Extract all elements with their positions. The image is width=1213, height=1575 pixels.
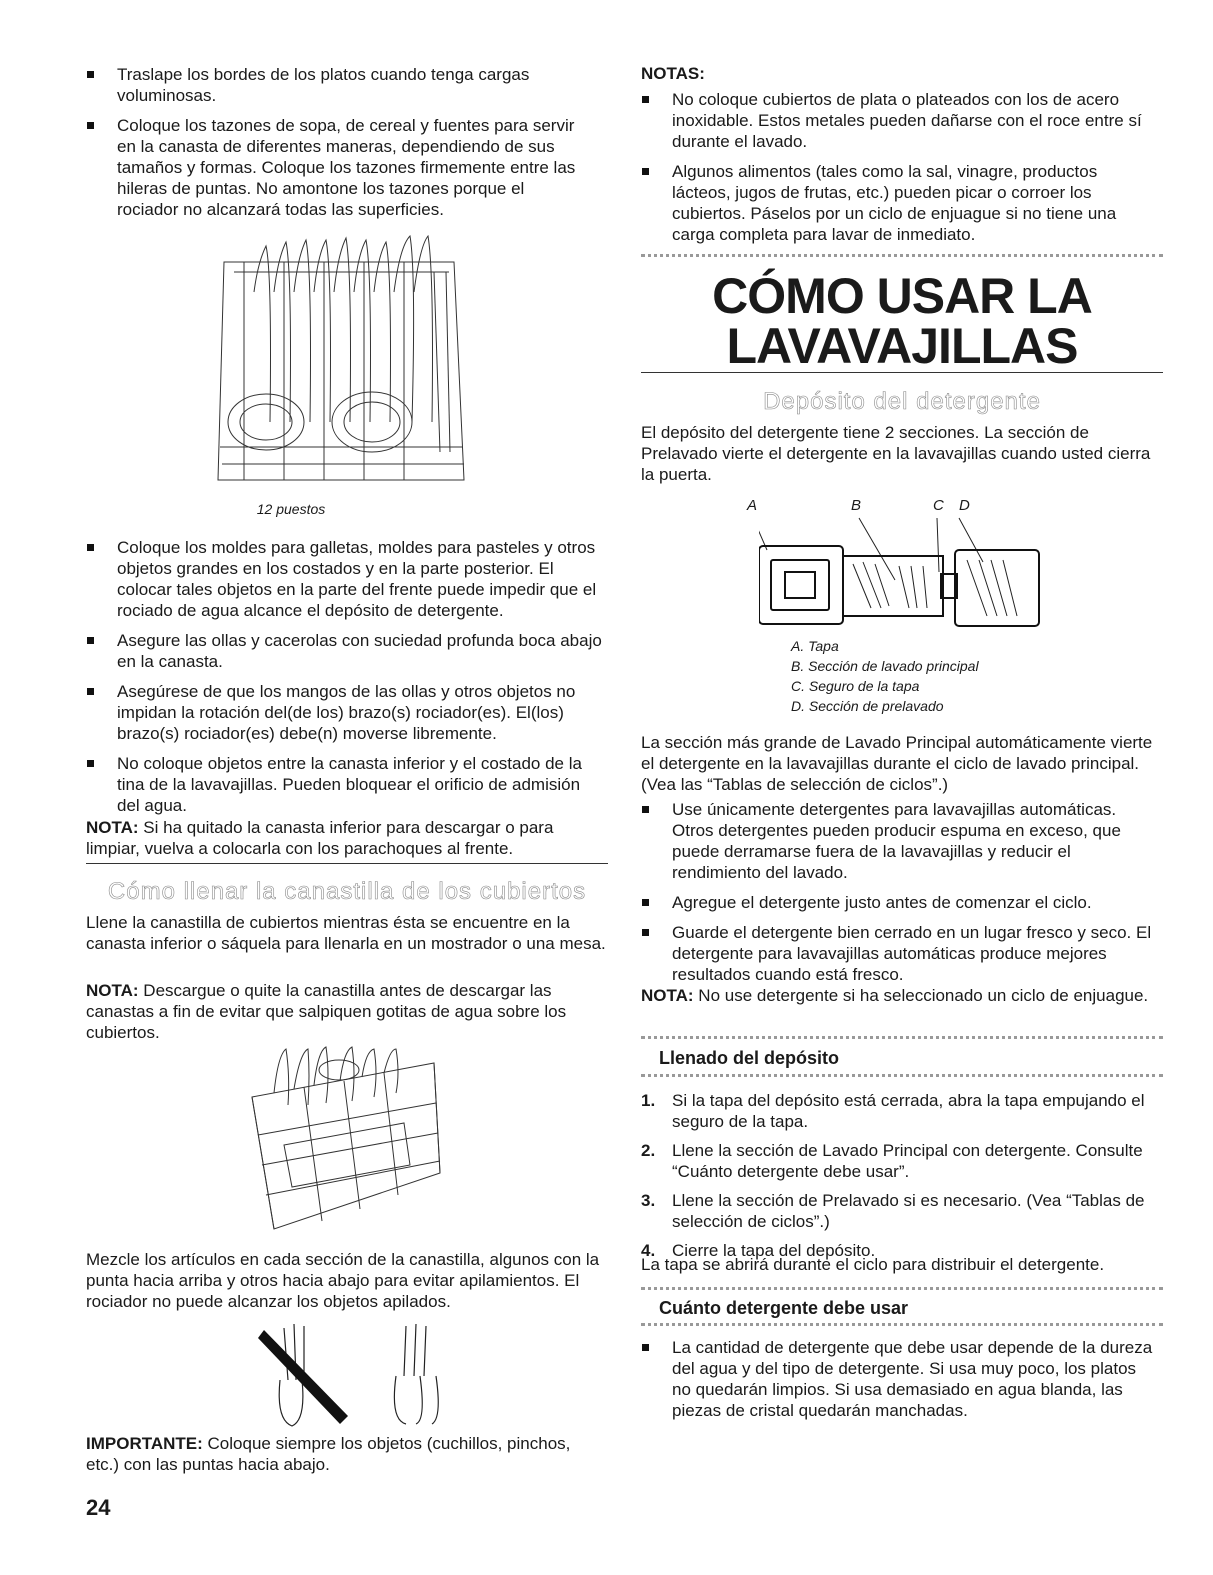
legend-item-b: B. Sección de lavado principal: [791, 658, 979, 674]
rack-caption: 12 puestos: [256, 501, 326, 517]
utensil-orientation-illustration: [256, 1320, 456, 1430]
nota-label: NOTA:: [641, 986, 694, 1005]
importante-text: Coloque siempre los objetos (cuchillos, pinchos, etc.) con las puntas hacia abajo.: [86, 1434, 571, 1474]
step-number: 2.: [641, 1141, 656, 1160]
page-title-line-2: LAVAVAJILLAS: [726, 318, 1078, 374]
legend-item-a: A. Tapa: [791, 638, 839, 654]
main-wash-paragraph: La sección más grande de Lavado Principal automáticamente vierte el detergente en la lavavajillas durante el ciclo de lavado principal. (Vea las “Tablas de selección de ciclos”.): [641, 733, 1153, 794]
dotted-divider: [641, 1323, 1163, 1326]
list-item: Agregue el detergente justo antes de comenzar el ciclo.: [641, 892, 1157, 913]
cuanto-list: [641, 1337, 1157, 1421]
subsection-heading: Depósito del detergente: [763, 388, 1041, 415]
step-text: Llene la sección de Lavado Principal con detergente. Consulte “Cuánto detergente debe usar”.: [672, 1141, 1143, 1181]
step-text: Llene la sección de Prelavado si es necesario. (Vea “Tablas de selección de ciclos”.): [672, 1191, 1145, 1231]
nota-paragraph: [86, 817, 606, 859]
detergent-list: [641, 799, 1157, 985]
section-heading: Cómo llenar la canastilla de los cubiertos: [107, 878, 587, 905]
legend-item-d: D. Sección de prelavado: [791, 698, 944, 714]
cutlery-basket-illustration: [244, 1045, 444, 1237]
list-item: Asegure las ollas y cacerolas con suciedad profunda boca abajo en la canasta.: [86, 630, 602, 672]
page-title-line-1: CÓMO USAR LA: [712, 268, 1092, 324]
list-item: Coloque los tazones de sopa, de cereal y fuentes para servir en la canasta de diferentes maneras, dependiendo de sus tamaños y formas. Coloque los tazones firmemente entre las hileras de puntas. No amontone los tazones porque el rociador no alcanzará todas las superficies.: [86, 115, 576, 220]
deposit-paragraph: El depósito del detergente tiene 2 secciones. La sección de Prelavado vierte el detergente en la lavavajillas cuando usted cierra la puerta.: [641, 423, 1151, 484]
list-item: Guarde el detergente bien cerrado en un lugar fresco y seco. El detergente para lavavajillas automáticas produce mejores resultados cuando está fresco.: [641, 922, 1157, 985]
notas-list: [641, 89, 1157, 245]
dotted-divider: [641, 1074, 1163, 1077]
nota-text: Descargue o quite la canastilla antes de descargar las canastas a fin de evitar que salpiquen gotitas de agua sobre los cubiertos.: [86, 981, 567, 1042]
nota-paragraph-right: [641, 985, 1161, 1006]
list-item: La cantidad de detergente que debe usar depende de la dureza del agua y del tipo de detergente. Si usa muy poco, los platos no quedarán limpios. Si usa demasiado en agua blanda, las piezas de cristal quedarán manchadas.: [641, 1337, 1157, 1421]
nota-text: Si ha quitado la canasta inferior para descargar o para limpiar, vuelva a colocarla con los parachoques al frente.: [86, 818, 554, 858]
list-item: No coloque objetos entre la canasta inferior y el costado de la tina de la lavavajillas. Pueden bloquear el orificio de admisión del agua.: [86, 753, 602, 816]
notas-heading: NOTAS:: [641, 64, 705, 83]
dish-rack-illustration: [214, 232, 474, 490]
importante-paragraph: [86, 1433, 606, 1475]
llenado-heading: Llenado del depósito: [659, 1048, 840, 1068]
dotted-divider: [641, 1036, 1163, 1039]
bullet-list-mid: [86, 537, 602, 816]
step-item: [641, 1140, 1157, 1182]
step-number: 3.: [641, 1191, 656, 1210]
diagram-letter-c: C: [933, 497, 944, 514]
cuanto-heading: Cuánto detergente debe usar: [659, 1298, 909, 1318]
nota-text: No use detergente si ha seleccionado un ciclo de enjuague.: [693, 986, 1149, 1005]
list-item: Traslape los bordes de los platos cuando tenga cargas voluminosas.: [86, 64, 576, 106]
list-item: No coloque cubiertos de plata o plateados con los de acero inoxidable. Estos metales pueden dañarse con el roce entre sí durante el lavado.: [641, 89, 1157, 152]
llenado-note: La tapa se abrirá durante el ciclo para distribuir el detergente.: [641, 1255, 1105, 1274]
nota-paragraph-2: [86, 980, 606, 1043]
step-item: [641, 1090, 1157, 1132]
title-rule: [641, 372, 1163, 373]
llenado-steps: [641, 1090, 1157, 1261]
nota-label: NOTA:: [86, 818, 139, 837]
page-number: 24: [86, 1495, 111, 1520]
list-item: Use únicamente detergentes para lavavajillas automáticas. Otros detergentes pueden producir espuma en exceso, que puede derramarse fuera de la lavavajillas y reducir el rendimiento del lavado.: [641, 799, 1157, 883]
diagram-legend: [791, 636, 979, 716]
step-number: 1.: [641, 1091, 656, 1110]
diagram-letter-d: D: [959, 497, 970, 514]
dotted-divider: [641, 1287, 1163, 1290]
importante-label: IMPORTANTE:: [86, 1434, 203, 1453]
nota-label: NOTA:: [86, 981, 139, 1000]
step-item: [641, 1190, 1157, 1232]
diagram-letter-a: A: [747, 497, 758, 514]
section-divider: [86, 863, 608, 864]
list-item: Asegúrese de que los mangos de las ollas y otros objetos no impidan la rotación del(de los) brazo(s) rociador(es). El(los) brazo(s) rociador(es) debe(n) moverse libremente.: [86, 681, 602, 744]
cutlery-paragraph: Llene la canastilla de cubiertos mientras ésta se encuentre en la canasta inferior o sáquela para llenarla en un mostrador o una mesa.: [86, 913, 606, 953]
step-number: 4.: [641, 1241, 656, 1260]
step-text: Cierre la tapa del depósito.: [672, 1241, 876, 1260]
bullet-list-top: [86, 64, 576, 220]
diagram-letter-b: B: [851, 497, 862, 514]
dotted-divider: [641, 254, 1163, 257]
detergent-dispenser-diagram: [759, 516, 1049, 632]
step-text: Si la tapa del depósito está cerrada, abra la tapa empujando el seguro de la tapa.: [672, 1091, 1145, 1131]
legend-item-c: C. Seguro de la tapa: [791, 678, 920, 694]
list-item: Coloque los moldes para galletas, moldes para pasteles y otros objetos grandes en los costados y en la parte posterior. El colocar tales objetos en la parte del frente puede impedir que el rociado de agua alcance el depósito de detergente.: [86, 537, 602, 621]
list-item: Algunos alimentos (tales como la sal, vinagre, productos lácteos, jugos de frutas, etc.) pueden picar o corroer los cubiertos. Páselos por un ciclo de enjuague si no tiene una carga completa para lavar de inmediato.: [641, 161, 1157, 245]
mix-paragraph: Mezcle los artículos en cada sección de la canastilla, algunos con la punta hacia arriba y otros hacia abajo para evitar apilamientos. El rociador no puede alcanzar los objetos apilados.: [86, 1250, 600, 1311]
